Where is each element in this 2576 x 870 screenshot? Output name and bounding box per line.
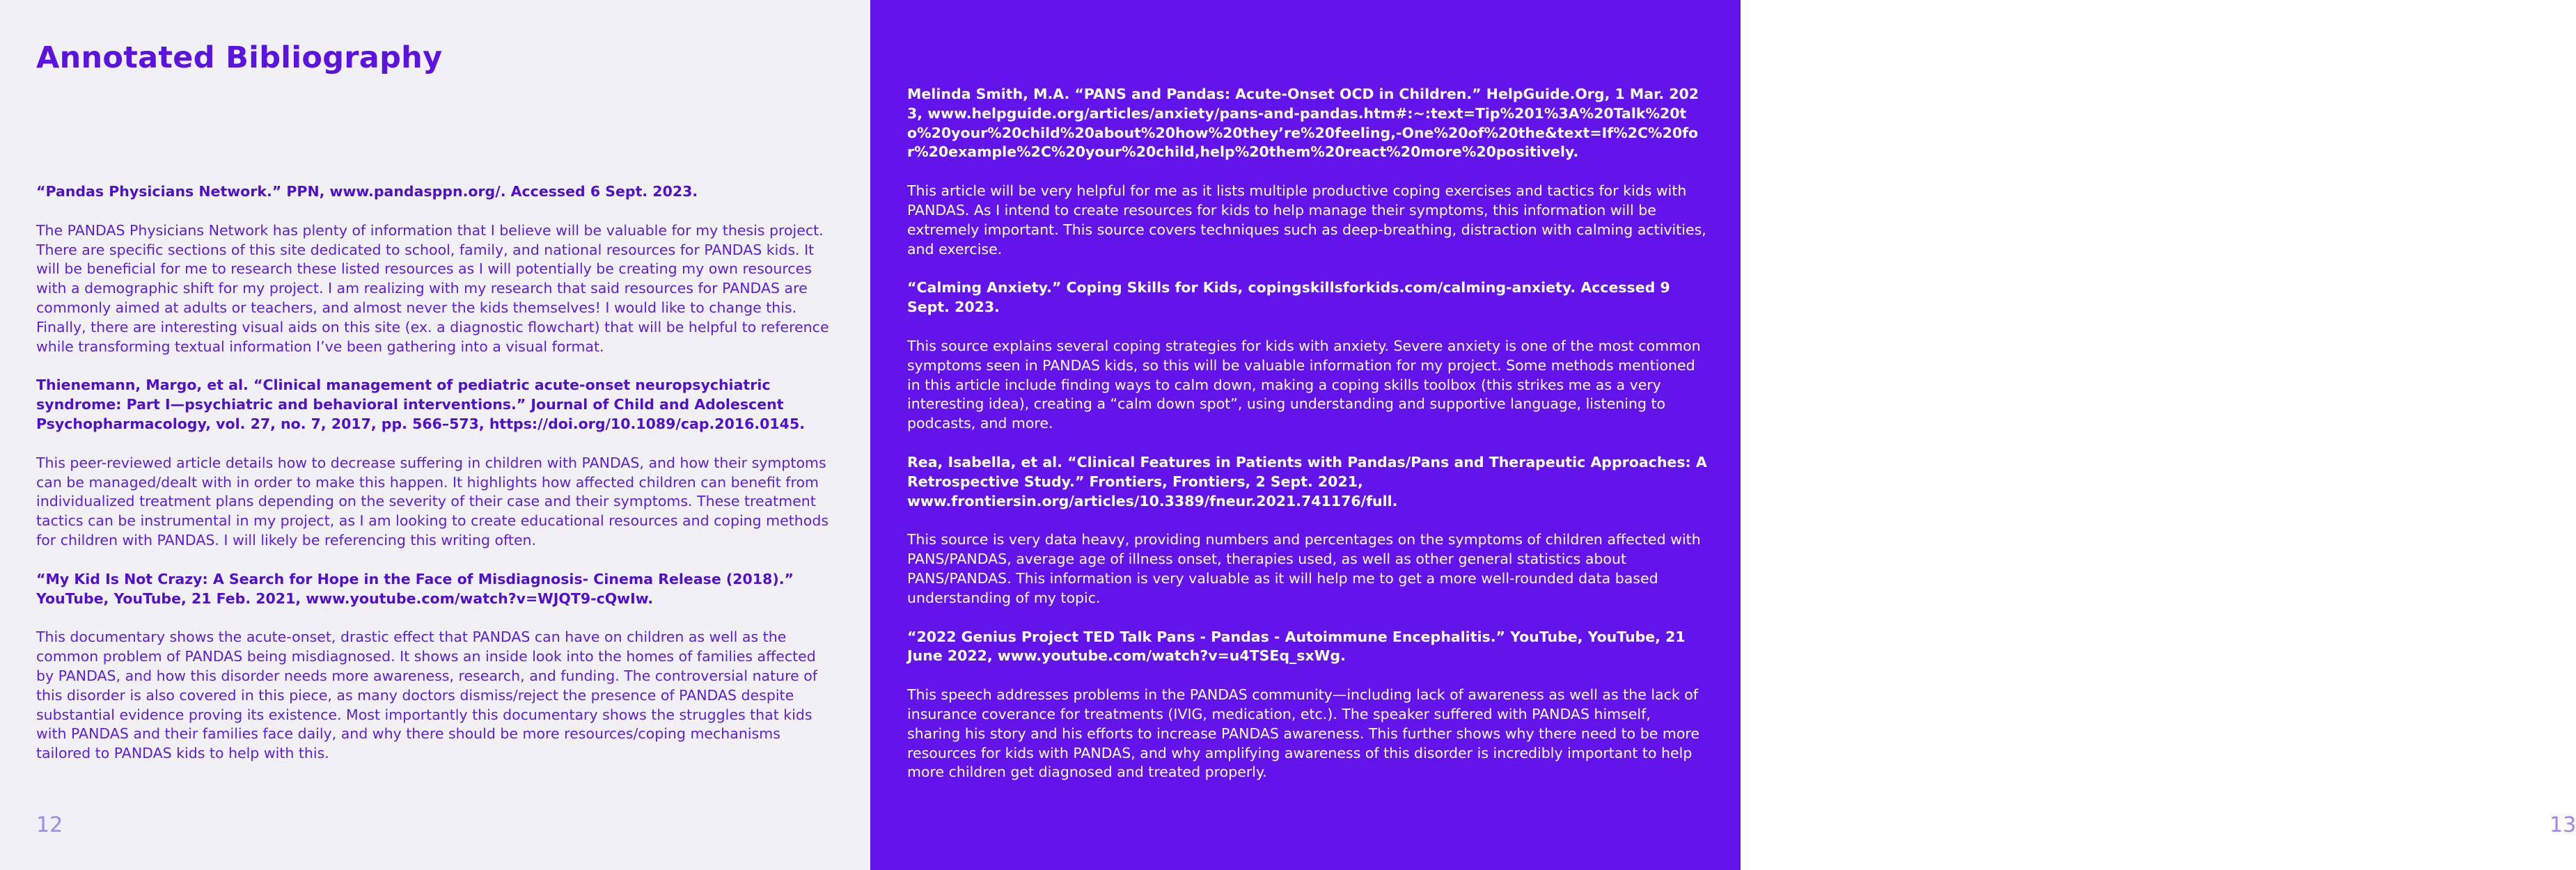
citation: “My Kid Is Not Crazy: A Search for Hope in the Face of Misdiagnosis- Cinema Release (2018).” YouTube, YouTube, 21 Feb. 2021, www.youtube.com/watch?v=WJQT9-cQwIw. [36, 570, 794, 607]
citation: Melinda Smith, M.A. “PANS and Pandas: Acute-Onset OCD in Children.” HelpGuide.Org, 1 Mar. 2023, www.helpguide.org/articles/anxiety/pans-and-pandas.htm#:~:text=Tip%201%3A%20Talk%20to%20your%20child%20about%20how%20they’re%20feeling,-One%20of%20the&text=If%2C%20for%20example%2C%20your%20child,help%20them%20react%20more%20positively. [907, 86, 1699, 161]
annotation: This speech addresses problems in the PANDAS community—including lack of awareness as well as the lack of insurance coverance for treatments (IVIG, medication, etc.). The speaker suffered with PANDAS himself, sharing his story and his efforts to increase PANDAS awareness. This further shows why there need to be more resources for kids with PANDAS, and why amplifying awareness of this disorder is incredibly important to help more children get diagnosed and treated properly. [907, 686, 1699, 781]
citation: Thienemann, Margo, et al. “Clinical management of pediatric acute-onset neuropsychiatric syndrome: Part I—psychiatric and behavioral interventions.” Journal of Child and Adolescent Psychopharmacology, vol. 27, no. 7, 2017, pp. 566–573, https://doi.org/10.1089/cap.2016.0145. [36, 377, 805, 432]
page-title: Annotated Bibliography [36, 40, 443, 75]
annotation: This source explains several coping strategies for kids with anxiety. Severe anxiety is one of the most common symptoms seen in PANDAS kids, so this will be valuable information for my project. Some methods mentioned in this article include finding ways to calm down, making a coping skills toolbox (this strikes me as a very interesting idea), creating a “calm down spot”, using understanding and supportive language, listening to podcasts, and more. [907, 337, 1701, 432]
citation: “Pandas Physicians Network.” PPN, www.pandasppn.org/. Accessed 6 Sept. 2023. [36, 183, 698, 200]
citation: “2022 Genius Project TED Talk Pans - Pandas - Autoimmune Encephalitis.” YouTube, YouTube, 21 June 2022, www.youtube.com/watch?v=u4TSEq_sxWg. [907, 628, 1686, 665]
page-number: 12 [36, 813, 63, 837]
annotation: The PANDAS Physicians Network has plenty of information that I believe will be valuable for my thesis project. There are specific sections of this site dedicated to school, family, and national resources for PANDAS kids. It will be beneficial for me to research these listed resources as I will potentially be creating my own resources with a demographic shift for my project. I am realizing with my research that said resources for PANDAS are commonly aimed at adults or teachers, and almost never the kids themselves! I would like to change this. Finally, there are interesting visual aids on this site (ex. a diagnostic flowchart) that will be helpful to reference while transforming textual information I’ve been gathering into a visual format. [36, 221, 829, 355]
annotation: This documentary shows the acute-onset, drastic effect that PANDAS can have on children as well as the common problem of PANDAS being misdiagnosed. It shows an inside look into the homes of families affected by PANDAS, and how this disorder needs more awareness, research, and funding. The controversial nature of this disorder is also covered in this piece, as many doctors dismiss/reject the presence of PANDAS despite substantial evidence proving its existence. Most importantly this documentary shows the struggles that kids with PANDAS and their families face daily, and why there should be more resources/coping mechanisms tailored to PANDAS kids to help with this. [36, 628, 818, 762]
annotation: This peer-reviewed article details how to decrease suffering in children with PANDAS, and how their symptoms can be managed/dealt with in order to make this happen. It highlights how affected children can benefit from individualized treatment plans depending on the severity of their case and their symptoms. These treatment tactics can be instrumental in my project, as I am looking to create educational resources and coping methods for children with PANDAS. I will likely be referencing this writing often. [36, 454, 829, 548]
page-number: 13 [2550, 813, 2576, 837]
annotation: This source is very data heavy, providing numbers and percentages on the symptoms of children affected with PANS/PANDAS, average age of illness onset, therapies used, as well as other general statistics about PANS/PANDAS. This information is very valuable as it will help me to get a more well-rounded data based understanding of my topic. [907, 531, 1701, 606]
left-page [0, 0, 870, 870]
citation: “Calming Anxiety.” Coping Skills for Kids, copingskillsforkids.com/calming-anxiety. Accessed 9 Sept. 2023. [907, 279, 1670, 316]
left-bibliography-entries [36, 182, 837, 783]
right-bibliography-entries [907, 85, 1708, 802]
citation: Rea, Isabella, et al. “Clinical Features in Patients with Pandas/Pans and Therapeutic Approaches: A Retrospective Study.” Frontiers, Frontiers, 2 Sept. 2021, www.frontiersin.org/articles/10.3389/fneur.2021.741176/full. [907, 453, 1707, 509]
annotation: This article will be very helpful for me as it lists multiple productive coping exercises and tactics for kids with PANDAS. As I intend to create resources for kids to help manage their symptoms, this information will be extremely important. This source covers techniques such as deep-breathing, distraction with calming activities, and exercise. [907, 182, 1706, 258]
